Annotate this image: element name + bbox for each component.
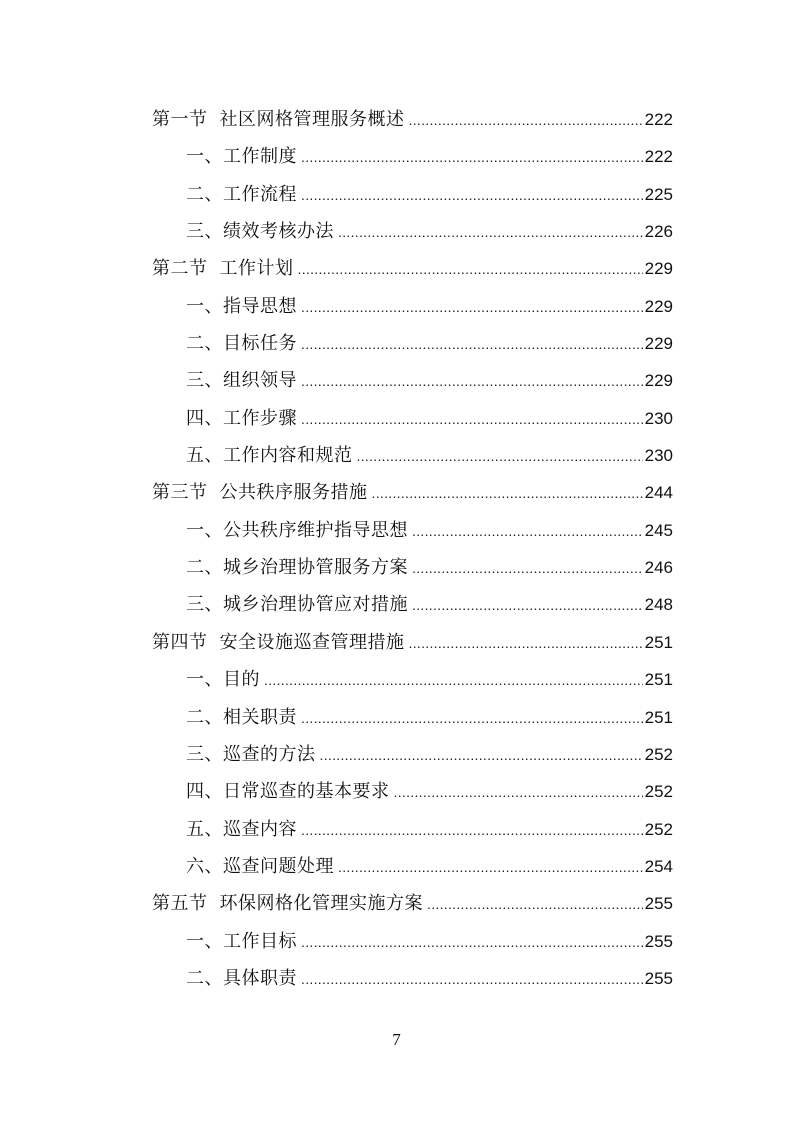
toc-section-entry[interactable]: [152, 101, 673, 138]
toc-entry-text: 工作目标: [223, 930, 297, 952]
toc-page-number: 246: [644, 558, 673, 578]
toc-entry-title: [186, 586, 408, 623]
table-of-contents: [152, 101, 673, 997]
toc-subsection-entry[interactable]: [152, 661, 673, 698]
toc-dot-leader: [301, 401, 643, 438]
toc-entry-number: 一、: [186, 930, 223, 952]
toc-dot-leader: [298, 251, 643, 288]
toc-entry-title: [186, 923, 297, 960]
toc-page-number: 255: [644, 968, 673, 988]
toc-entry-text: 日常巡查的基本要求: [223, 781, 390, 803]
toc-entry-number: 二、: [186, 333, 223, 355]
toc-entry-title: [152, 474, 368, 511]
toc-dot-leader: [301, 961, 643, 998]
toc-dot-leader: [320, 737, 643, 774]
toc-entry-title: [186, 400, 297, 437]
toc-entry-number: 第一节: [152, 109, 208, 130]
toc-entry-number: 四、: [186, 781, 223, 803]
toc-dot-leader: [264, 662, 643, 699]
toc-entry-text: 工作步骤: [223, 407, 297, 429]
toc-dot-leader: [409, 625, 643, 662]
toc-page-number: 252: [644, 744, 673, 764]
toc-entry-title: [152, 250, 294, 287]
toc-subsection-entry[interactable]: [152, 960, 673, 997]
toc-entry-title: [152, 624, 405, 661]
toc-dot-leader: [412, 587, 643, 624]
toc-entry-number: 二、: [186, 967, 223, 989]
toc-entry-title: [186, 176, 297, 213]
toc-dot-leader: [301, 812, 643, 849]
toc-entry-title: [186, 138, 297, 175]
toc-entry-text: 巡查内容: [223, 818, 297, 840]
toc-subsection-entry[interactable]: [152, 848, 673, 885]
toc-dot-leader: [338, 214, 643, 251]
toc-subsection-entry[interactable]: [152, 773, 673, 810]
toc-dot-leader: [409, 102, 643, 139]
toc-entry-title: [186, 661, 260, 698]
toc-entry-title: [186, 325, 297, 362]
toc-page-number: 251: [644, 670, 673, 690]
toc-entry-number: 一、: [186, 519, 223, 541]
toc-entry-title: [186, 811, 297, 848]
toc-dot-leader: [301, 289, 643, 326]
toc-subsection-entry[interactable]: [152, 437, 673, 474]
toc-entry-text: 公共秩序维护指导思想: [223, 519, 408, 541]
toc-section-entry[interactable]: [152, 885, 673, 922]
toc-dot-leader: [301, 363, 643, 400]
toc-dot-leader: [427, 886, 643, 923]
toc-entry-text: 工作制度: [223, 146, 297, 168]
toc-entry-number: 三、: [186, 370, 223, 392]
page-number: 7: [392, 1030, 401, 1049]
toc-subsection-entry[interactable]: [152, 699, 673, 736]
toc-page-number: 244: [644, 483, 673, 503]
toc-subsection-entry[interactable]: [152, 512, 673, 549]
toc-entry-number: 一、: [186, 295, 223, 317]
toc-entry-text: 指导思想: [223, 295, 297, 317]
toc-entry-text: 公共秩序服务措施: [219, 482, 368, 504]
toc-page-number: 226: [644, 222, 673, 242]
toc-entry-text: 环保网格化管理实施方案: [219, 893, 423, 915]
toc-page-number: 248: [644, 595, 673, 615]
toc-subsection-entry[interactable]: [152, 811, 673, 848]
toc-section-entry[interactable]: [152, 474, 673, 511]
toc-dot-leader: [301, 326, 643, 363]
toc-dot-leader: [357, 438, 643, 475]
toc-entry-number: 第四节: [152, 631, 208, 653]
toc-subsection-entry[interactable]: [152, 736, 673, 773]
toc-page-number: 229: [644, 334, 673, 354]
toc-subsection-entry[interactable]: [152, 288, 673, 325]
toc-entry-text: 工作计划: [219, 258, 294, 280]
toc-entry-title: [186, 512, 408, 549]
toc-entry-number: 五、: [186, 818, 223, 840]
toc-entry-text: 工作内容和规范: [223, 445, 353, 467]
toc-entry-title: [152, 885, 423, 922]
toc-page-number: 222: [644, 110, 673, 129]
toc-entry-text: 相关职责: [223, 706, 297, 728]
toc-entry-number: 六、: [186, 855, 223, 877]
toc-subsection-entry[interactable]: [152, 400, 673, 437]
toc-dot-leader: [301, 177, 643, 214]
toc-page-number: 252: [644, 782, 673, 802]
toc-subsection-entry[interactable]: [152, 325, 673, 362]
toc-entry-title: [186, 549, 408, 586]
toc-entry-number: 第五节: [152, 893, 208, 915]
toc-page-number: 251: [644, 707, 673, 727]
toc-entry-title: [186, 213, 334, 250]
toc-subsection-entry[interactable]: [152, 586, 673, 623]
toc-entry-number: 二、: [186, 706, 223, 728]
toc-subsection-entry[interactable]: [152, 176, 673, 213]
toc-entry-text: 组织领导: [223, 370, 297, 392]
toc-entry-title: [186, 773, 390, 810]
toc-dot-leader: [301, 924, 643, 961]
toc-page-number: 225: [644, 184, 673, 204]
toc-entry-text: 绩效考核办法: [223, 221, 334, 243]
toc-entry-number: 二、: [186, 557, 223, 579]
toc-entry-text: 目的: [223, 669, 260, 691]
toc-section-entry[interactable]: [152, 250, 673, 287]
toc-entry-number: 三、: [186, 743, 223, 765]
toc-entry-title: [152, 101, 405, 138]
toc-entry-text: 工作流程: [223, 183, 297, 205]
toc-dot-leader: [338, 849, 643, 886]
toc-page-number: 230: [644, 446, 673, 466]
toc-subsection-entry[interactable]: [152, 923, 673, 960]
toc-subsection-entry[interactable]: [152, 549, 673, 586]
toc-page-number: 245: [644, 520, 673, 540]
toc-entry-text: 城乡治理协管应对措施: [223, 594, 408, 616]
toc-entry-title: [186, 699, 297, 736]
toc-entry-number: 第二节: [152, 258, 208, 280]
toc-page-number: 255: [644, 894, 673, 914]
toc-dot-leader: [372, 475, 643, 512]
toc-page-number: 229: [644, 259, 673, 279]
toc-entry-number: 二、: [186, 183, 223, 205]
toc-entry-text: 安全设施巡查管理措施: [219, 631, 405, 653]
toc-page-number: 254: [644, 856, 673, 876]
toc-entry-text: 具体职责: [223, 967, 297, 989]
toc-subsection-entry[interactable]: [152, 362, 673, 399]
toc-page-number: 222: [644, 147, 673, 167]
toc-entry-number: 第三节: [152, 482, 208, 504]
toc-dot-leader: [412, 550, 643, 587]
toc-dot-leader: [301, 700, 643, 737]
toc-dot-leader: [301, 139, 643, 176]
toc-entry-text: 社区网格管理服务概述: [219, 109, 405, 130]
toc-entry-title: [186, 960, 297, 997]
toc-page-number: 251: [644, 632, 673, 652]
toc-entry-title: [186, 848, 334, 885]
toc-entry-title: [186, 736, 316, 773]
toc-entry-number: 一、: [186, 146, 223, 168]
toc-page-number: 255: [644, 931, 673, 951]
toc-dot-leader: [412, 513, 643, 550]
toc-entry-text: 巡查问题处理: [223, 855, 334, 877]
toc-entry-number: 三、: [186, 594, 223, 616]
toc-entry-text: 巡查的方法: [223, 743, 316, 765]
toc-entry-number: 三、: [186, 221, 223, 243]
toc-entry-title: [186, 362, 297, 399]
toc-entry-text: 城乡治理协管服务方案: [223, 557, 408, 579]
toc-page-number: 229: [644, 371, 673, 391]
toc-entry-number: 四、: [186, 407, 223, 429]
toc-entry-title: [186, 437, 353, 474]
toc-subsection-entry[interactable]: [152, 138, 673, 175]
toc-page-number: 229: [644, 296, 673, 316]
toc-entry-text: 目标任务: [223, 333, 297, 355]
toc-page-number: 230: [644, 408, 673, 428]
toc-entry-number: 五、: [186, 445, 223, 467]
toc-subsection-entry[interactable]: [152, 213, 673, 250]
toc-dot-leader: [394, 774, 643, 811]
toc-entry-title: [186, 288, 297, 325]
toc-entry-number: 一、: [186, 669, 223, 691]
toc-section-entry[interactable]: [152, 624, 673, 661]
toc-page-number: 252: [644, 819, 673, 839]
